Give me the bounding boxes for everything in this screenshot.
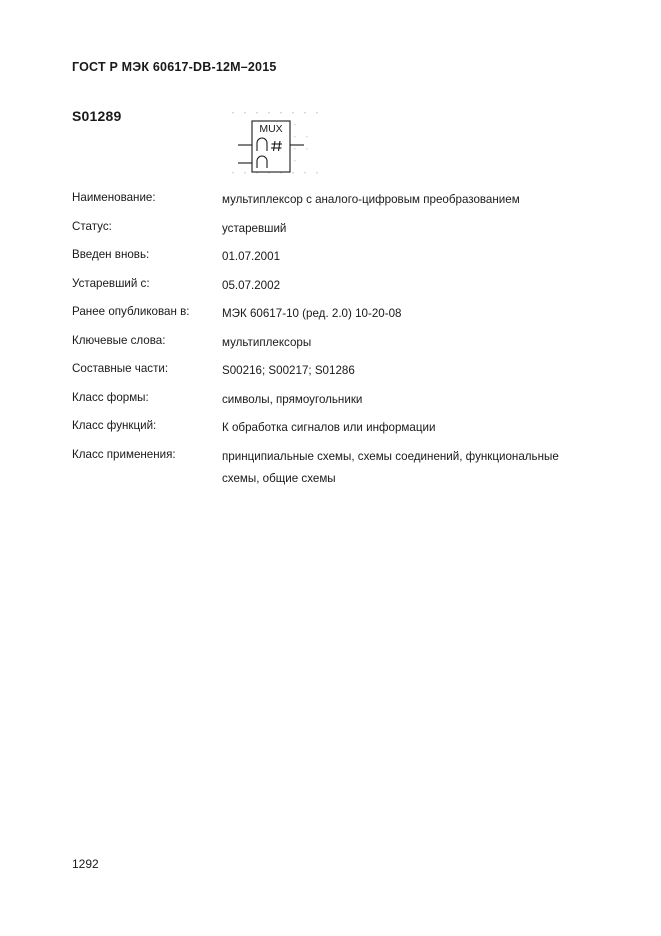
property-value-line: схемы, общие схемы (222, 471, 336, 485)
page-number: 1292 (72, 857, 99, 871)
symbol-label-text: MUX (259, 123, 283, 135)
property-value-line: мультиплексоры (222, 335, 312, 349)
property-value (222, 417, 632, 439)
properties-table (72, 189, 632, 496)
property-label: Ранее опубликован в: (72, 305, 190, 318)
property-label: Статус: (72, 219, 112, 233)
property-value (222, 189, 632, 211)
symbol-id-heading: S01289 (72, 108, 122, 124)
property-value (222, 275, 632, 297)
property-value (222, 303, 632, 325)
property-value-line: К обработка сигналов или информации (222, 421, 436, 434)
property-value (222, 360, 632, 382)
table-row (72, 360, 632, 382)
property-value-line: принципиальные схемы, схемы соединений, функциональные (222, 449, 559, 463)
table-row (72, 218, 632, 240)
table-row (72, 332, 632, 354)
property-value-line: 05.07.2002 (222, 278, 281, 292)
table-row (72, 189, 632, 211)
table-row (72, 446, 632, 490)
graphic-symbol-figure (226, 108, 330, 180)
table-row (72, 275, 632, 297)
property-label: Устаревший с: (72, 276, 150, 290)
property-value-line: устаревший (222, 221, 287, 235)
property-label: Класс функций: (72, 419, 157, 432)
property-label: Класс применения: (72, 447, 176, 461)
property-label: Ключевые слова: (72, 333, 166, 347)
property-label: Класс формы: (72, 390, 149, 404)
property-label: Наименование: (72, 191, 156, 204)
property-value-line: символы, прямоугольники (222, 392, 363, 406)
property-value (222, 246, 632, 268)
table-row (72, 417, 632, 439)
property-value-line: 01.07.2001 (222, 250, 281, 263)
table-row (72, 389, 632, 411)
property-value (222, 446, 632, 490)
table-row (72, 246, 632, 268)
property-label: Введен вновь: (72, 248, 150, 261)
table-row (72, 303, 632, 325)
property-value-line: мультиплексор с аналого-цифровым преобразованием (222, 193, 520, 206)
property-value (222, 389, 632, 411)
document-header: ГОСТ Р МЭК 60617-DB-12M–2015 (72, 60, 277, 74)
property-value (222, 332, 632, 354)
property-value (222, 218, 632, 240)
property-label: Составные части: (72, 362, 169, 375)
property-value-line: МЭК 60617-10 (ред. 2.0) 10-20-08 (222, 307, 402, 320)
property-value-line: S00216; S00217; S01286 (222, 364, 355, 377)
